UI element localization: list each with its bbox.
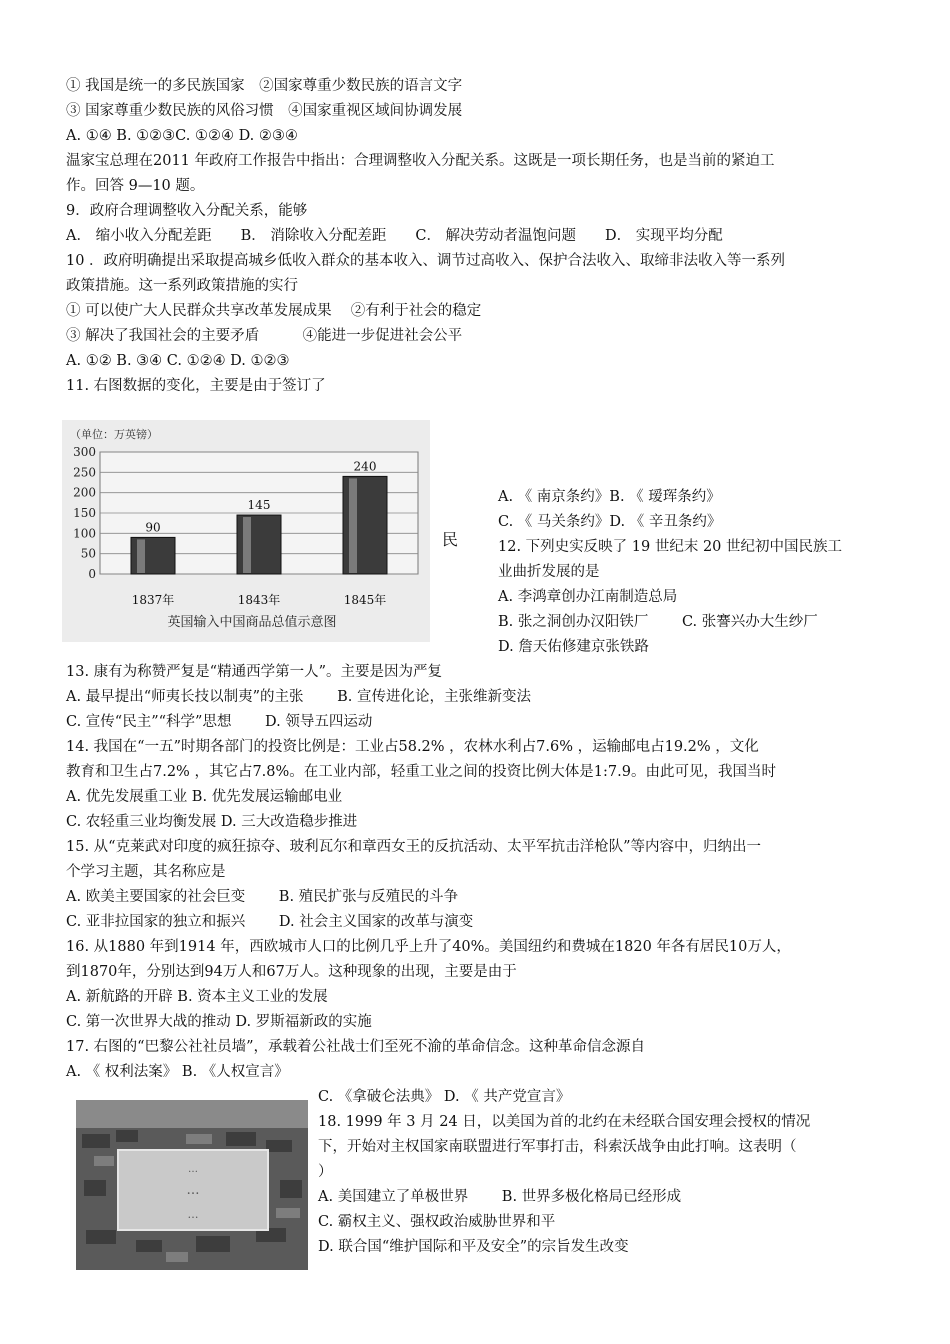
y-tick-label: 150: [73, 506, 96, 520]
text-line: ③ 解决了我国社会的主要矛盾 ④能进一步促进社会公平: [66, 328, 463, 344]
option-line: D. 詹天佑修建京张铁路: [498, 639, 649, 655]
option-line: A. 最早提出“师夷长技以制夷”的主张 B. 宣传进化论，主张维新变法: [66, 689, 531, 705]
option-line: A. 《 权利法案》 B. 《人权宣言》: [66, 1064, 289, 1080]
text-line: A. ①④ B. ①②③C. ①②④ D. ②③④: [66, 128, 298, 144]
question-16: 16. 从1880 年到1914 年，西欧城市人口的比例几乎上升了40%。美国纽约和费城在1820 年各有居民10万人，: [66, 939, 791, 955]
option-line: A. 优先发展重工业 B. 优先发展运输邮电业: [66, 789, 343, 805]
question-11: 11. 右图数据的变化，主要是由于签订了: [66, 378, 326, 394]
question-18: 18. 1999 年 3 月 24 日，以美国为首的北约在未经联合国安理会授权的情况: [318, 1114, 811, 1130]
option-line: C. 宣传“民主”“科学”思想 D. 领导五四运动: [66, 714, 373, 730]
text-line: ① 可以使广大人民群众共享改革发展成果 ②有利于社会的稳定: [66, 303, 482, 319]
stray-character: 民: [442, 530, 459, 549]
text-line: 到1870年，分别达到94万人和67万人。这种现象的出现，主要是由于: [66, 964, 517, 980]
x-tick-label: 1845年: [343, 593, 387, 607]
chart-caption: 英国输入中国商品总值示意图: [167, 615, 337, 630]
question-11-options: A. 《 南京条约》B. 《 瑷珲条约》: [498, 489, 721, 505]
y-tick-label: 0: [88, 567, 96, 581]
option-line: A. 欧美主要国家的社会巨变 B. 殖民扩张与反殖民的斗争: [66, 889, 459, 905]
text-line: ③ 国家尊重少数民族的风俗习惯 ④国家重视区域间协调发展: [66, 103, 463, 119]
option-line: C. 霸权主义、强权政治威胁世界和平: [318, 1214, 556, 1230]
commune-wall-photo: [76, 1100, 308, 1270]
data-label: 90: [145, 520, 161, 535]
text-line: ① 我国是统一的多民族国家 ②国家尊重少数民族的语言文字: [66, 78, 463, 94]
question-10: 10 ．政府明确提出采取提高城乡低收入群众的基本收入、调节过高收入、保护合法收入、取缔非法收入等一系列: [66, 253, 786, 269]
y-tick-label: 100: [73, 526, 96, 541]
option-line: A. 美国建立了单极世界 B. 世界多极化格局已经形成: [318, 1189, 682, 1205]
question-14: 14. 我国在“一五”时期各部门的投资比例是：工业占58.2% ，农林水利占7.6% ，运输邮电占19.2% ，文化: [66, 739, 759, 755]
x-tick-label: 1843年: [237, 593, 281, 607]
question-9: 9．政府合理调整收入分配关系，能够: [66, 203, 308, 219]
option-line: C. 农轻重三业均衡发展 D. 三大改造稳步推进: [66, 814, 358, 830]
option-line: C. 第一次世界大战的推动 D. 罗斯福新政的实施: [66, 1014, 372, 1030]
data-label: 240: [353, 459, 377, 474]
plaque-text: …: [186, 1183, 200, 1198]
y-tick-label: 50: [80, 546, 96, 561]
option-line: A. 李鸿章创办江南制造总局: [498, 589, 678, 605]
bar-highlight: [243, 517, 251, 573]
y-tick-label: 200: [73, 485, 96, 500]
option-line: C. 亚非拉国家的独立和振兴 D. 社会主义国家的改革与演变: [66, 914, 474, 930]
question-10-options: A. ①② B. ③④ C. ①②④ D. ①②③: [66, 353, 290, 369]
text-line: 温家宝总理在2011 年政府工作报告中指出：合理调整收入分配关系。这既是一项长期任务，也是当前的紧迫工: [66, 153, 775, 169]
bar-chart: [62, 420, 430, 642]
plaque-text: …: [187, 1208, 199, 1221]
plaque-text: …: [188, 1164, 198, 1175]
option-line: A. 新航路的开辟 B. 资本主义工业的发展: [66, 989, 328, 1005]
option-line: B. 张之洞创办汉阳铁厂 C. 张謇兴办大生纱厂: [498, 614, 818, 630]
question-17: 17. 右图的“巴黎公社社员墙”，承载着公社战士们至死不渝的革命信念。这种革命信念源自: [66, 1039, 645, 1055]
option-line: D. 联合国“维护国际和平及安全”的宗旨发生改变: [318, 1239, 629, 1255]
text-line: 政策措施。这一系列政策措施的实行: [66, 278, 298, 294]
question-12: 12. 下列史实反映了 19 世纪末 20 世纪初中国民族工: [498, 539, 843, 555]
text-line: 下，开始对主权国家南联盟进行军事打击，科索沃战争由此打响。这表明（: [318, 1139, 797, 1155]
y-tick-label: 300: [73, 445, 96, 459]
question-17-options: C. 《拿破仑法典》 D. 《 共产党宣言》: [318, 1089, 571, 1105]
question-15: 15. 从“克莱武对印度的疯狂掠夺、玻利瓦尔和章西女王的反抗活动、太平军抗击洋枪队”等内容中，归纳出一: [66, 839, 761, 855]
question-9-options: A． 缩小收入分配差距 B． 消除收入分配差距 C． 解决劳动者温饱问题 D． 实现平均分配: [66, 228, 723, 244]
x-tick-label: 1837年: [131, 593, 175, 607]
text-line: 作。回答 9—10 题。: [66, 178, 205, 194]
text-line: 个学习主题，其名称应是: [66, 864, 226, 880]
unit-label: （单位：万英镑）: [70, 428, 158, 441]
data-label: 145: [247, 498, 271, 513]
bar-highlight: [349, 478, 357, 573]
question-11-options: C. 《 马关条约》D. 《 辛丑条约》: [498, 514, 722, 530]
y-tick-label: 250: [73, 465, 96, 480]
question-13: 13. 康有为称赞严复是“精通西学第一人”。主要是因为严复: [66, 664, 442, 680]
text-line: 业曲折发展的是: [498, 564, 600, 580]
text-line: ）: [318, 1164, 333, 1180]
bar-highlight: [137, 539, 145, 573]
text-line: 教育和卫生占7.2% ，其它占7.8%。在工业内部，轻重工业之间的投资比例大体是1:7.9。由此可见，我国当时: [66, 764, 776, 780]
